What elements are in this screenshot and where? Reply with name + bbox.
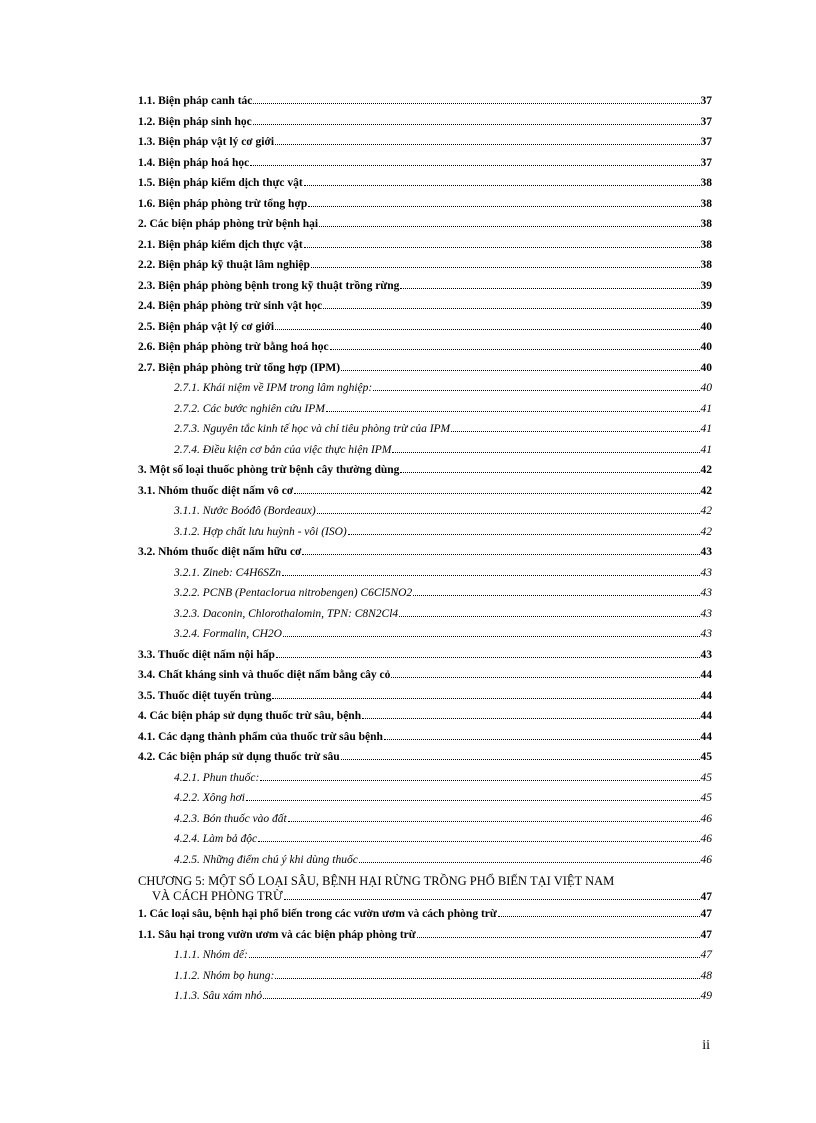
toc-entry-page: 38 bbox=[700, 218, 712, 230]
toc-entry-title: 3.5. Thuốc diệt tuyến trùng bbox=[138, 689, 272, 702]
toc-entry[interactable] bbox=[138, 381, 712, 402]
toc-entry-title: 4.2.2. Xông hơi bbox=[174, 792, 245, 804]
toc-entry[interactable] bbox=[138, 750, 712, 771]
toc-entry-title: 3.2.4. Formalin, CH2O bbox=[174, 628, 282, 640]
toc-entry-page: 37 bbox=[700, 115, 712, 128]
toc-entry-page: 42 bbox=[700, 525, 712, 538]
toc-leader-dots bbox=[399, 607, 699, 617]
toc-entry[interactable] bbox=[138, 709, 712, 730]
toc-entry[interactable] bbox=[138, 689, 712, 710]
toc-entry-page: 38 bbox=[700, 177, 712, 189]
toc-leader-dots bbox=[249, 948, 700, 958]
toc-entry[interactable] bbox=[138, 948, 712, 969]
table-of-contents bbox=[138, 94, 712, 1010]
toc-entry-page: 40 bbox=[700, 382, 712, 394]
toc-entry-page: 47 bbox=[700, 908, 712, 920]
toc-entry-title: 1.1.2. Nhóm bọ hung: bbox=[174, 969, 275, 982]
toc-entry[interactable] bbox=[138, 258, 712, 279]
toc-leader-dots bbox=[260, 771, 699, 781]
toc-entry-title: 3. Một số loại thuốc phòng trừ bệnh cây thường dùng bbox=[138, 464, 400, 476]
toc-leader-dots bbox=[253, 115, 700, 125]
toc-entry-title: 1.1.1. Nhóm dế: bbox=[174, 949, 248, 961]
toc-leader-dots bbox=[384, 730, 700, 740]
toc-entry-page: 38 bbox=[700, 197, 712, 210]
toc-entry-page: 44 bbox=[700, 730, 712, 743]
toc-entry-title: 1.5. Biện pháp kiểm dịch thực vật bbox=[138, 177, 303, 189]
chapter-page: 47 bbox=[700, 891, 712, 903]
toc-leader-dots bbox=[304, 238, 700, 248]
toc-entry-title: 2.7.4. Điều kiện cơ bản của việc thực hiện IPM bbox=[174, 443, 392, 456]
toc-leader-dots bbox=[498, 907, 700, 917]
toc-entry-title: 3.2. Nhóm thuốc diệt nấm hữu cơ bbox=[138, 546, 302, 558]
toc-entry-page: 41 bbox=[700, 402, 712, 415]
toc-entry-title: 3.1.2. Hợp chất lưu huỳnh - vôi (ISO) bbox=[174, 525, 347, 538]
chapter-title-line1: CHƯƠNG 5: MỘT SỐ LOẠI SÂU, BỆNH HẠI RỪNG TRỒNG PHỔ BIẾN TẠI VIỆT NAM bbox=[138, 874, 615, 888]
toc-leader-dots bbox=[341, 361, 699, 371]
toc-entry-title: 1.1. Biện pháp canh tác bbox=[138, 95, 253, 107]
toc-leader-dots bbox=[413, 586, 699, 596]
toc-entry-page: 44 bbox=[700, 669, 712, 681]
toc-entry-page: 40 bbox=[700, 361, 712, 374]
toc-entry-page: 49 bbox=[700, 990, 712, 1002]
toc-entry[interactable] bbox=[138, 928, 712, 949]
toc-entry-title: 4.2.1. Phun thuốc: bbox=[174, 771, 260, 784]
toc-entry-page: 43 bbox=[700, 607, 712, 620]
toc-entry-title: 3.2.1. Zineb: C4H6SZn bbox=[174, 566, 282, 579]
toc-entry-title: 4.2.5. Những điểm chú ý khi dùng thuốc bbox=[174, 853, 358, 866]
toc-entry[interactable] bbox=[138, 320, 712, 341]
toc-entry[interactable] bbox=[138, 238, 712, 259]
toc-entry-title: 4. Các biện pháp sử dụng thuốc trừ sâu, bệnh bbox=[138, 710, 362, 722]
toc-entry[interactable] bbox=[138, 299, 712, 320]
toc-entry-title: 1. Các loại sâu, bệnh hại phổ biến trong các vườn ươm và cách phòng trừ bbox=[138, 908, 497, 920]
toc-entry[interactable] bbox=[138, 115, 712, 136]
toc-leader-dots bbox=[451, 422, 699, 432]
toc-entry-title: 2.6. Biện pháp phòng trừ bằng hoá học bbox=[138, 341, 329, 353]
chapter-title-line2-row bbox=[138, 889, 712, 905]
toc-leader-dots bbox=[282, 566, 699, 576]
toc-leader-dots bbox=[317, 504, 700, 514]
toc-entry-title: 2.1. Biện pháp kiểm dịch thực vật bbox=[138, 238, 303, 251]
toc-leader-dots bbox=[308, 197, 699, 207]
toc-entry[interactable] bbox=[138, 176, 712, 197]
toc-entry-page: 43 bbox=[700, 628, 712, 640]
toc-leader-dots bbox=[348, 525, 700, 535]
toc-entry[interactable] bbox=[138, 484, 712, 505]
toc-leader-dots bbox=[326, 402, 700, 412]
toc-entry-title: 1.4. Biện pháp hoá học bbox=[138, 156, 250, 169]
toc-leader-dots bbox=[341, 750, 700, 760]
toc-leader-dots bbox=[276, 648, 700, 658]
toc-entry[interactable] bbox=[138, 853, 712, 874]
toc-entry[interactable] bbox=[138, 197, 712, 218]
toc-entry-title: 3.3. Thuốc diệt nấm nội hấp bbox=[138, 648, 275, 661]
toc-entry-title: 3.2.3. Daconin, Chlorothalomin, TPN: C8N2Cl4 bbox=[174, 607, 399, 620]
toc-leader-dots bbox=[294, 484, 699, 494]
toc-entry-page: 42 bbox=[700, 484, 712, 497]
toc-entry-title: 3.1.1. Nước Boóđô (Bordeaux) bbox=[174, 505, 316, 517]
toc-entry[interactable] bbox=[138, 730, 712, 751]
toc-leader-dots bbox=[392, 443, 699, 453]
toc-entry-page: 47 bbox=[700, 928, 712, 941]
toc-entry-title: 2.3. Biện pháp phòng bệnh trong kỹ thuật trồng rừng bbox=[138, 279, 400, 292]
toc-leader-dots bbox=[319, 217, 699, 227]
toc-entry-title: 2.2. Biện pháp kỹ thuật lâm nghiệp bbox=[138, 259, 310, 271]
toc-entry-title: 3.4. Chất kháng sinh và thuốc diệt nấm bằng cây cỏ bbox=[138, 669, 391, 681]
toc-entry-page: 42 bbox=[700, 464, 712, 476]
toc-entry[interactable] bbox=[138, 566, 712, 587]
toc-leader-dots bbox=[253, 94, 699, 104]
toc-entry-page: 43 bbox=[700, 546, 712, 558]
toc-entry-page: 38 bbox=[700, 259, 712, 271]
toc-entry-page: 47 bbox=[700, 949, 712, 961]
toc-leader-dots bbox=[275, 969, 699, 979]
toc-entry[interactable] bbox=[138, 545, 712, 566]
toc-leader-dots bbox=[302, 545, 699, 555]
toc-leader-dots bbox=[400, 463, 699, 473]
toc-entry[interactable] bbox=[138, 156, 712, 177]
toc-entry-title: 3.1. Nhóm thuốc diệt nấm vô cơ bbox=[138, 484, 294, 497]
toc-entry-page: 43 bbox=[700, 587, 712, 599]
toc-leader-dots bbox=[284, 890, 700, 900]
toc-entry-page: 42 bbox=[700, 505, 712, 517]
toc-entry-title: 2.7. Biện pháp phòng trừ tổng hợp (IPM) bbox=[138, 361, 341, 374]
toc-entry-page: 48 bbox=[700, 969, 712, 982]
toc-entry-page: 45 bbox=[700, 771, 712, 784]
toc-leader-dots bbox=[417, 928, 700, 938]
toc-entry-page: 41 bbox=[700, 443, 712, 456]
toc-entry-title: 4.2. Các biện pháp sử dụng thuốc trừ sâu bbox=[138, 751, 340, 763]
toc-entry-title: 2.7.1. Khái niệm về IPM trong lâm nghiệp: bbox=[174, 382, 373, 394]
toc-entry[interactable] bbox=[138, 525, 712, 546]
toc-entry[interactable] bbox=[138, 135, 712, 156]
toc-entry-title: 2.5. Biện pháp vật lý cơ giới bbox=[138, 320, 275, 333]
toc-entry-page: 38 bbox=[700, 238, 712, 251]
toc-entry[interactable] bbox=[138, 771, 712, 792]
toc-entry-page: 46 bbox=[700, 812, 712, 825]
toc-entry-page: 40 bbox=[700, 320, 712, 333]
toc-leader-dots bbox=[275, 320, 699, 330]
toc-leader-dots bbox=[272, 689, 699, 699]
toc-leader-dots bbox=[323, 299, 699, 309]
toc-leader-dots bbox=[288, 812, 700, 822]
toc-entry-title: 4.2.3. Bón thuốc vào đất bbox=[174, 812, 287, 825]
toc-entry-title: 1.2. Biện pháp sinh học bbox=[138, 115, 252, 128]
toc-entry[interactable] bbox=[138, 504, 712, 525]
toc-entry-page: 37 bbox=[700, 156, 712, 169]
toc-entry-page: 41 bbox=[700, 423, 712, 435]
toc-entry[interactable] bbox=[138, 648, 712, 669]
toc-entry-page: 45 bbox=[700, 792, 712, 804]
toc-leader-dots bbox=[391, 668, 699, 678]
toc-entry[interactable] bbox=[138, 668, 712, 689]
toc-leader-dots bbox=[246, 791, 700, 801]
toc-entry-title: 1.1. Sâu hại trong vườn ươm và các biện pháp phòng trừ bbox=[138, 928, 416, 941]
toc-leader-dots bbox=[275, 135, 699, 145]
toc-entry-page: 46 bbox=[700, 833, 712, 845]
toc-entry[interactable] bbox=[138, 402, 712, 423]
toc-entry[interactable] bbox=[138, 989, 712, 1010]
toc-entry-page: 44 bbox=[700, 710, 712, 722]
toc-entry[interactable] bbox=[138, 907, 712, 928]
toc-leader-dots bbox=[263, 989, 699, 999]
toc-leader-dots bbox=[359, 853, 700, 863]
toc-entry-page: 43 bbox=[700, 648, 712, 661]
toc-leader-dots bbox=[362, 709, 699, 719]
toc-entry[interactable] bbox=[138, 340, 712, 361]
chapter-title-line2: VÀ CÁCH PHÒNG TRỪ bbox=[152, 889, 283, 903]
toc-leader-dots bbox=[330, 340, 700, 350]
toc-entry[interactable] bbox=[138, 969, 712, 990]
toc-entry[interactable] bbox=[138, 627, 712, 648]
toc-leader-dots bbox=[283, 627, 700, 637]
page-number: ii bbox=[702, 1038, 710, 1053]
toc-entry-title: 4.2.4. Làm bả độc bbox=[174, 833, 258, 845]
toc-entry[interactable] bbox=[138, 422, 712, 443]
toc-entry-title: 2. Các biện pháp phòng trừ bệnh hại bbox=[138, 218, 319, 230]
toc-entry[interactable] bbox=[138, 443, 712, 464]
toc-entry-page: 45 bbox=[700, 751, 712, 763]
toc-entry[interactable] bbox=[138, 279, 712, 300]
toc-entry-title: 2.7.2. Các bước nghiên cứu IPM bbox=[174, 402, 325, 415]
toc-entry-page: 40 bbox=[700, 341, 712, 353]
toc-entry-page: 37 bbox=[700, 136, 712, 148]
toc-entry[interactable] bbox=[138, 791, 712, 812]
toc-entry-title: 2.7.3. Nguyên tắc kinh tế học và chỉ tiêu phòng trừ của IPM bbox=[174, 423, 451, 435]
toc-entry-title: 1.3. Biện pháp vật lý cơ giới bbox=[138, 136, 275, 148]
toc-entry-title: 1.6. Biện pháp phòng trừ tổng hợp bbox=[138, 197, 308, 210]
toc-entry[interactable] bbox=[138, 463, 712, 484]
toc-leader-dots bbox=[400, 279, 699, 289]
toc-entry-title: 1.1.3. Sâu xám nhỏ bbox=[174, 990, 263, 1002]
toc-entry-page: 46 bbox=[700, 853, 712, 866]
toc-entry[interactable] bbox=[138, 812, 712, 833]
toc-entry-title: 3.2.2. PCNB (Pentaclorua nitrobengen) C6Cl5NO2 bbox=[174, 587, 413, 599]
toc-chapter-heading[interactable] bbox=[138, 874, 712, 905]
toc-leader-dots bbox=[258, 832, 699, 842]
toc-leader-dots bbox=[373, 381, 699, 391]
toc-entry-title: 2.4. Biện pháp phòng trừ sinh vật học bbox=[138, 300, 323, 312]
toc-entry-page: 43 bbox=[700, 566, 712, 579]
toc-leader-dots bbox=[304, 176, 700, 186]
toc-entry-page: 37 bbox=[700, 95, 712, 107]
toc-entry[interactable] bbox=[138, 586, 712, 607]
toc-entry[interactable] bbox=[138, 832, 712, 853]
toc-leader-dots bbox=[250, 156, 699, 166]
toc-entry-page: 39 bbox=[700, 279, 712, 292]
toc-leader-dots bbox=[311, 258, 700, 268]
toc-entry-title: 4.1. Các dạng thành phẩm của thuốc trừ sâu bệnh bbox=[138, 730, 383, 743]
toc-entry[interactable] bbox=[138, 361, 712, 382]
toc-entry-page: 44 bbox=[700, 689, 712, 702]
toc-entry[interactable] bbox=[138, 607, 712, 628]
toc-entry[interactable] bbox=[138, 94, 712, 115]
toc-entry-page: 39 bbox=[700, 300, 712, 312]
toc-entry[interactable] bbox=[138, 217, 712, 238]
